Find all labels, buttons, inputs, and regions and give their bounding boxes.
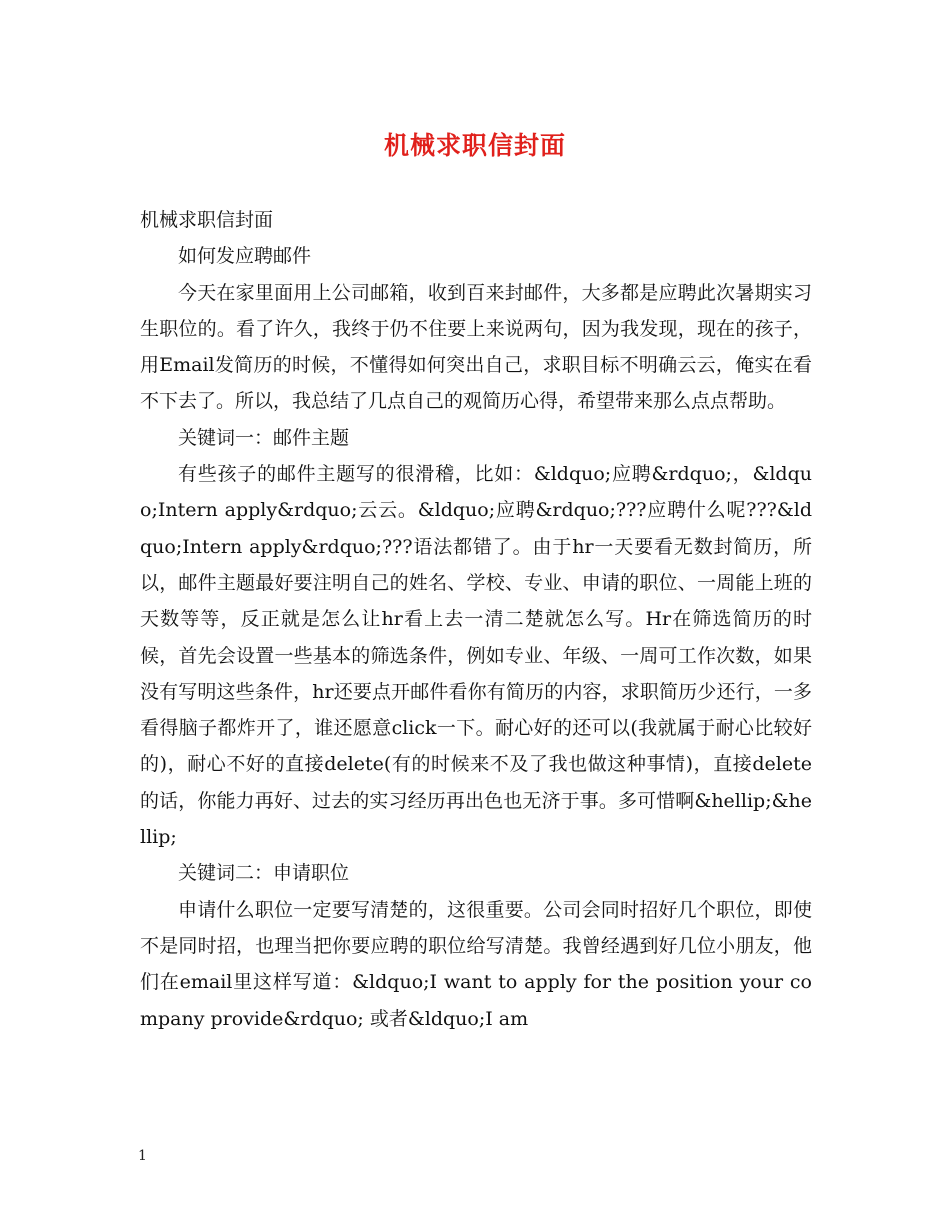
paragraph-subheading: 如何发应聘邮件 [178,245,312,268]
keyword-two-heading: 关键词二：申请职位 [178,862,350,885]
keyword-one-heading: 关键词一：邮件主题 [178,426,350,449]
paragraph-position: 申请什么职位一定要写清楚的，这很重要。公司会同时招好几个职位，即使不是同时招，也理当把你要应聘的职位给写清楚。我曾经遇到好几位小朋友，他们在email里这样写道：&ldquo;I want to apply for the position your company provide&rdquo; 或者&ldquo;I am [140,898,812,1030]
page-number: 1 [138,1148,147,1164]
document-title: 机械求职信封面 [383,131,566,160]
paragraph-email-subject: 有些孩子的邮件主题写的很滑稽，比如：&ldquo;应聘&rdquo;，&ldquo;Intern apply&rdquo;云云。&ldquo;应聘&rdquo;???应聘什么呢???&ldquo;Intern apply&rdquo;???语法都错了。由于hr一天要看无数封简历，所以，邮件主题最好要注明自己的姓名、学校、专业、申请的职位、一周能上班的天数等等，反正就是怎么让hr看上去一清二楚就怎么写。Hr在筛选简历的时候，首先会设置一些基本的筛选条件，例如专业、年级、一周可工作次数，如果没有写明这些条件，hr还要点开邮件看你有简历的内容，求职简历少还行，一多看得脑子都炸开了，谁还愿意click一下。耐心好的还可以(我就属于耐心比较好的)，耐心不好的直接delete(有的时候来不及了我也做这种事情)，直接delete的话，你能力再好、过去的实习经历再出色也无济于事。多可惜啊&hellip;&hellip; [140,463,812,849]
document-body [140,202,812,1037]
paragraph-intro: 今天在家里面用上公司邮箱，收到百来封邮件，大多都是应聘此次暑期实习生职位的。看了许久，我终于仍不住要上来说两句，因为我发现，现在的孩子，用Email发简历的时候，不懂得如何突出自己，求职目标不明确云云，俺实在看不下去了。所以，我总结了几点自己的观简历心得，希望带来那么点点帮助。 [140,281,812,413]
paragraph-heading: 机械求职信封面 [140,209,274,231]
